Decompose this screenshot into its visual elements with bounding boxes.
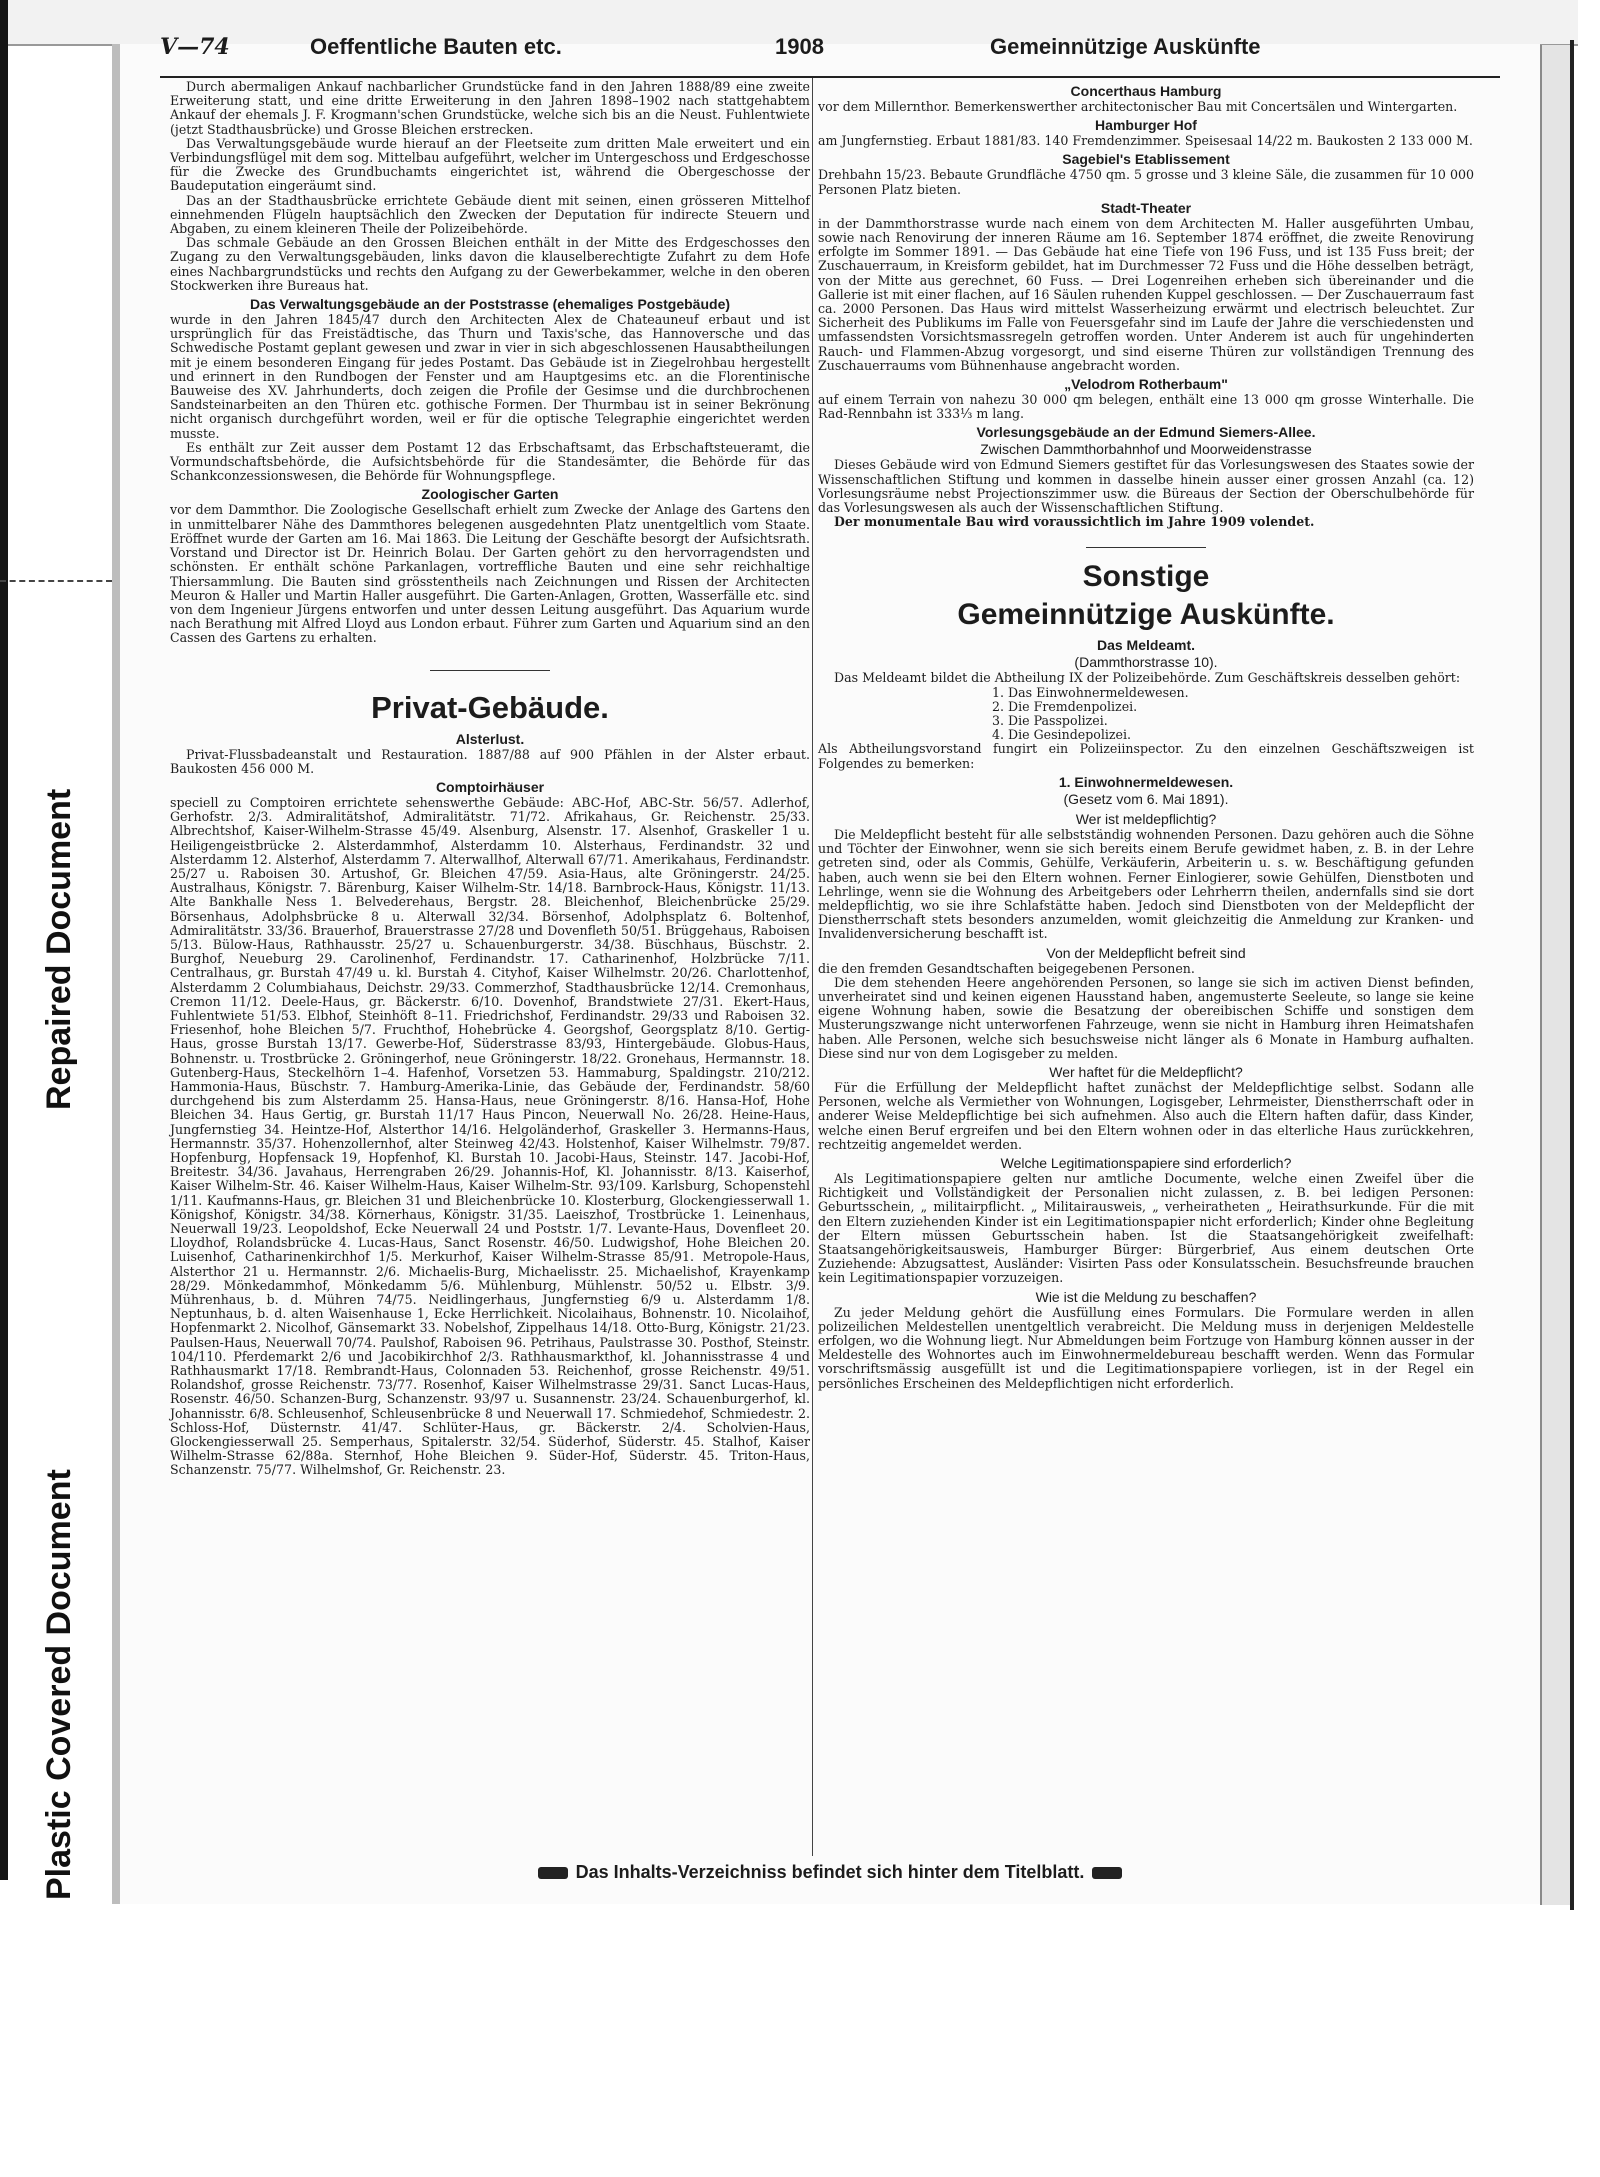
siemers-paragraph: Dieses Gebäude wird von Edmund Siemers gestiftet für das Vorlesungswesen des Staates sowie der Wissenschaftlichen Stiftung und kommen in dasselbe hinein ausser einer grossen Anzahl (ca. 12) Vorlesungsräume nebst Projectionszimmer usw. die Büreaus der Section der Oberschulbehörde für das Vorlesungswesen als auch der Wissenschaftlichen Stiftung. <box>818 457 1474 516</box>
header-year: 1908 <box>775 34 824 59</box>
law-reference: (Gesetz vom 6. Mai 1891). <box>1063 790 1229 807</box>
gemeinnuetzige-heading: Gemeinnützige Auskünfte. <box>957 598 1335 632</box>
post-paragraph: wurde in den Jahren 1845/47 durch den Architecten Alex de Chateauneuf erbaut und ist ursprünglich für das Freistädtische, das Thurn und Taxis'sche, das Hannoversche und das Schwedische Postamt geplant gewesen und zwar in vier in sich abgeschlossenen Hausabtheilungen mit je einem besonderen Eingang für jedes Postamt. Das Gebäude ist in Ziegelrohbau hergestellt und erinnert in den Rundbogen der Fenster und am Hauptgesims etc. an die Florentinische Bauweise des XV. Jahrhunderts, doch zeigen die Profile der Gesimse und die durchbrochenen Sandsteinarbeiten an den Thüren etc. gothische Formen. Der Thurmbau ist in seiner Bekrönung nicht organisch durchgeführt worden, weil er für die optische Telegraphie eingerichtet werden musste. <box>170 312 810 441</box>
post-paragraph: Es enthält zur Zeit ausser dem Postamt 12 das Erbschaftsamt, das Erbschaftsteueramt, die Vormundschaftsbehörde, die Aufsichtsbehörde für die Standesämter, die Behörde für das Schankconzessionswesen, die Behörde für Wohnungspflege. <box>170 439 810 484</box>
footer-text: Das Inhalts-Verzeichniss befindet sich hinter dem Titelblatt. <box>575 1862 1085 1882</box>
theater-paragraph: in der Dammthorstrasse wurde nach einem von dem Architecten M. Haller ausgeführten Umbau, sowie nach Renovirung der inneren Räume am 16. September 1874 eröffnet, die zweite Renovirung erfolgte im Sommer 1891. — Das Gebäude hat eine Tiefe von 196 Fuss, und ist 135 Fuss breit; der Zuschauerraum, in Kreisform gebildet, hat im Durchmesser 72 Fuss und die Höhe desselben beträgt, von der Mitte aus gerechnet, 60 Fuss. — Drei Logenreihen erheben sich übereinander und die Gallerie ist mit einer flachen, auf 16 Säulen ruhenden Kuppel geschlossen. — Der Zuschauerraum fast ca. 2000 Personen. Das Haus wird mittelst Wasserheizung erwärmt und electrisch beleuchtet. Zur Sicherheit des Publikums im Falle von Feuersgefahr sind im Laufe der Jahre die verschiedensten und umfassendsten Vorsichtsmassregeln getroffen worden. Unter Anderem ist auch für ungehinderten Rauch- und Flammen-Abzug vorgesorgt, und sind eiserne Thüren zur vollständigen Trennung des Zuschauerraums vom Bühnenhause angebracht worden. <box>818 215 1474 373</box>
scan-edge-left <box>0 0 8 1880</box>
list-item: 4. Die Gesindepolizei. <box>1008 728 1474 742</box>
meldeamt-list <box>818 686 1474 743</box>
section-heading-concerthaus: Concerthaus Hamburg <box>1070 83 1222 99</box>
section-rule <box>430 670 550 671</box>
left-column <box>170 80 810 1478</box>
privat-gebaeude-heading: Privat-Gebäude. <box>371 689 609 725</box>
dashed-cut-line <box>0 580 112 582</box>
section-heading-meldeamt: Das Meldeamt. <box>1096 637 1196 654</box>
question-heading: Wer haftet für die Meldepflicht? <box>1049 1063 1243 1080</box>
header-left-title: Oeffentliche Bauten etc. <box>310 34 562 59</box>
intro-paragraph: Das schmale Gebäude an den Grossen Bleichen enthält in der Mitte des Erdgeschosses den Zugang zu den Verwaltungsgebäuden, links davon die klauselberechtigte Zufahrt zu dem Hofe eines Nachbargrundstücks und rechts den Aufgang zu der Gewerbekammer, welche in den oberen Stockwerken ihre Bureaus hat. <box>170 235 810 293</box>
answer-paragraph: Die Meldepflicht besteht für alle selbstständig wohnenden Personen. Dazu gehören auch die Söhne und Töchter der Einwohner, wenn sie sich bereits einem Berufe gewidmet haben, z. B. in der Lehre getreten sind, oder als Commis, Gehülfe, Verkäuferin, Arbeiterin u. s. w. Beschäftigung gefunden haben, auch wenn sie bei den Eltern wohnen. Ferner Einlogierer, sowie Gehülfen, Dienstboten und Lehrlinge, wenn sie die Wohnung des Arbeitgebers oder Lehrherrn theilen, andernfalls sind sie dort meldepflichtig, wo sie ihre Schlafstätte haben. Jedoch sind Dienstboten von der Meldepflicht der Dienstherrschaft stets besonders anzumelden, womit gleichzeitig die Anmeldung zur Kranken- und Invalidenversicherung beschafft ist. <box>818 826 1474 942</box>
answer-paragraph: Zu jeder Meldung gehört die Ausfüllung eines Formulars. Die Formulare werden in allen polizeilichen Meldestellen unentgeltlich verabreicht. Die Meldung muss in derjenigen Meldestelle erfolgen, wo die Wohnung liegt. Nur Abmeldungen beim Fortzuge von Hamburg können ausser in der Meldestelle des Wohnortes auch im Einwohnermeldebureau beschafft werden. Wenn das Formular vorschriftsmässig ausgefüllt ist und die Legitimationspapiere vorliegen, ist in der Regel ein persönliches Erscheinen des Meldepflichtigen nicht erforderlich. <box>818 1304 1474 1391</box>
section-heading-alsterlust: Alsterlust. <box>455 730 525 747</box>
concert-paragraph: vor dem Millernthor. Bemerkenswerther architectonischer Bau mit Concertsälen und Wintergarten. <box>818 99 1458 114</box>
scan-edge-right <box>1540 45 1572 1905</box>
answer-paragraph: Als Legitimationspapiere gelten nur amtliche Documente, welche einen Zweifel über die Richtigkeit und Vollständigkeit der Personalien nicht zulassen, z. B. bei ledigen Personen: Geburtsschein, „ militairpflicht. „ Militairausweis, „ verheiratheten „ Heirathsurkunde. Für die mit den Eltern zuziehenden Kinder ist ein Legitimationspapier nicht erforderlich; Kinder ohne Begleitung der Eltern müssen Geburtsschein haben. Ist die Staatsangehörigkeit zweifelhaft: Staatsangehörigkeitsausweis, Hamburger Bürger: Bürgerbrief, Aus einem deutschen Orte Zuziehende: Abzugsattest, Ausländer: Visirten Pass oder Konsulatsschein. Besuchsfreunde brauchen kein Legitimationspapier vorzuzeigen. <box>818 1170 1474 1286</box>
section-heading-einwohnermeldewesen: 1. Einwohnermeldewesen. <box>1058 773 1234 790</box>
section-heading-hamburger-hof: Hamburger Hof <box>1095 117 1197 134</box>
meldeamt-address: (Dammthorstrasse 10). <box>1074 654 1218 671</box>
section-rule <box>1086 547 1206 548</box>
section-heading-siemers: Vorlesungsgebäude an der Edmund Siemers-Allee. <box>976 424 1316 441</box>
answer-paragraph: die den fremden Gesandtschaften beigegebenen Personen. <box>818 960 1195 976</box>
section-heading-velodrom: „Velodrom Rotherbaum" <box>1064 376 1228 393</box>
column-divider <box>812 78 813 1856</box>
section-heading-sagebiel: Sagebiel's Etablissement <box>1062 151 1230 168</box>
question-heading: Wer ist meldepflichtig? <box>1075 810 1217 827</box>
list-item: 2. Die Fremdenpolizei. <box>1008 700 1474 714</box>
answer-paragraph: Die dem stehenden Heere angehörenden Personen, so lange sie sich im activen Dienst befinden, unverheiratet sind und keinen eigenen Hausstand haben, angemusterte Seeleute, so lange sie keine eigene Wohnung haben, sowie die Besatzung der obereibischen Schiffe und sonstigen dem Musterungszwange nicht unterworfenen Fahrzeuge, wenn sie nicht in Hamburg ihren Heimatshafen haben. Alle Personen, welche sich besuchsweise nicht länger als 6 Monate in Hamburg aufhalten. Diese sind nur von dem Logisgeber zu melden. <box>818 974 1474 1061</box>
plastic-covered-label: Plastic Covered Document <box>40 1469 78 1900</box>
list-item: 1. Das Einwohnermeldewesen. <box>1008 686 1474 700</box>
binding-strip <box>112 44 120 1904</box>
header-right-title: Gemeinnützige Auskünfte <box>990 34 1261 59</box>
header-rule <box>160 76 1500 78</box>
siemers-note: Der monumentale Bau wird voraussichtlich im Jahre 1909 volendet. <box>834 514 1315 530</box>
sonstige-heading: Sonstige <box>1082 560 1210 594</box>
right-column <box>818 80 1474 1391</box>
answer-paragraph: Für die Erfüllung der Meldepflicht haftet zunächst der Meldepflichtige selbst. Sodann alle Personen, welche als Vermiether von Wohnungen, Logisgeber, Lehrmeister, Dienstherrschaft oder in anderer Weise Meldepflichtige bei sich aufnehmen. Also auch die Eltern haften dafür, dass Kinder, welche einen Beruf ergreifen und bei den Eltern wohnen oder in das elterliche Haus zurückkehren, rechtzeitig angemeldet werden. <box>818 1079 1474 1152</box>
question-heading: Wie ist die Meldung zu beschaffen? <box>1035 1288 1257 1305</box>
page-header <box>160 34 1500 74</box>
sagebiel-paragraph: Drehbahn 15/23. Bebaute Grundfläche 4750 qm. 5 grosse und 3 kleine Säle, die zusammen für 10 000 Personen Platz bieten. <box>818 167 1474 197</box>
question-heading: Welche Legitimationspapiere sind erforderlich? <box>1000 1154 1292 1171</box>
section-heading-poststrasse: Das Verwaltungsgebäude an der Poststrasse (ehemaliges Postgebäude) <box>249 296 731 313</box>
velodrom-paragraph: auf einem Terrain von nahezu 30 000 qm belegen, enthält eine 13 000 qm grosse Winterhalle. Die Rad-Rennbahn ist 333⅓ m lang. <box>818 392 1474 422</box>
footer-note <box>420 1862 1240 1883</box>
question-heading: Von der Meldepflicht befreit sind <box>1046 944 1246 961</box>
siemers-subheading: Zwischen Dammthorbahnhof und Moorweidenstrasse <box>980 441 1312 458</box>
meldeamt-paragraph: Das Meldeamt bildet die Abtheilung IX der Polizeibehörde. Zum Geschäftskreis desselben gehört: <box>834 670 1461 686</box>
comptoir-paragraph: speciell zu Comptoiren errichtete sehenswerthe Gebäude: ABC-Hof, ABC-Str. 56/57. Adlerhof, Gerhofstr. 2/3. Admiralitätshof, Admiralitätstr. 71/72. Afrikahaus, Gr. Reichenstr. 25/33. Albrechtshof, Kaiser-Wilhelm-Strasse 45/49. Alsenburg, Alsenstr. 17. Alsenhof, Graskeller 1 u. Heiligengeistbrücke 2. Alsterdammhof, Alsterdamm 10. Alsterhaus, Ferdinandstr. 32 und Alsterdamm 12. Alsterhof, Alsterdamm 7. Alterwallhof, Alterwall 67/71. Amerikahaus, Ferdinandstr. 25/27 u. Raboisen 30. Artushof, Gr. Bleichen 47/59. Asia-Haus, alte Gröningerstr. 24/25. Australhaus, Königstr. 7. Bärenburg, Kaiser Wilhelm-Str. 14/18. Barnbrock-Haus, Königstr. 11/13. Alte Bankhalle Ness 1. Belvederehaus, Bergstr. 28. Bleichenhof, Bleichenbrücke 25/29. Börsenhaus, Adolphsbrücke 8 u. Alterwall 32/34. Börsenhof, Adolphsplatz 6. Boltenhof, Admiralitätstr. 33/36. Brauerhof, Brauerstrasse 27/28 und Dovenfleth 50/51. Brüggehaus, Raboisen 5/13. Bülow-Haus, Rathhausstr. 25/27 u. Schauenburgerstr. 34/38. Büschhaus, Büschstr. 2. Burghof, Neueburg 29. Carolinenhof, Ferdinandstr. 17. Catharinenhof, Holzbrücke 7/11. Centralhaus, gr. Burstah 47/49 u. kl. Burstah 4. Cityhof, Kaiser Wilhelmstr. 20/26. Charlottenhof, Alsterdamm 2 Columbiahaus, Deichstr. 29/33. Commerzhof, Stadthausbrücke 12/14. Cremonhaus, Cremon 11/12. Deele-Haus, gr. Bäckerstr. 6/10. Dovenhof, Brandstwiete 27/31. Ekert-Haus, Fuhlentwiete 51/53. Elbhof, Steinhöft 8–11. Friedrichshof, Ferdinandstr. 29/33 und Raboisen 32. Friesenhof, hohe Bleichen 5/7. Fruchthof, Hohebrücke 4. Georgshof, Georgsplatz 8/10. Gertig-Haus, grosse Burstah 13/17. Gewerbe-Hof, Süderstrasse 83/93, Hintergebäude. Globus-Haus, Bohnenstr. u. Trostbrücke 2. Gröningerhof, neue Gröningerstr. 18/22. Gronehaus, Hermannstr. 18. Gutenberg-Haus, Steckelhörn 1–4. Hafenhof, Vorsetzen 53. Hammaburg, Spaldingstr. 210/212. Hammonia-Haus, Büschstr. 7. Hamburg-Amerika-Linie, das Gebäude der, Ferdinandstr. 58/60 durchgehend bis zum Alsterdamm 25. Hansa-Haus, neue Gröningerstr. 8/16. Hansa-Hof, Hohe Bleichen 34. Haus Gertig, gr. Burstah 11/17 Haus Pincon, Neuerwall No. 26/28. Heine-Haus, Jungfernstieg 34. Heintze-Hof, Alsterthor 14/16. Helgoländerhof, Graskeller 3. Hermanns-Haus, Hermannstr. 35/37. Hohenzollernhof, alter Steinweg 42/43. Holstenhof, Kaiser Wilhelmstr. 79/87. Hopfenburg, Hopfensack 19, Hopfenhof, Kl. Burstah 10. Jacobi-Haus, Steinstr. 147. Jacobi-Hof, Breitestr. 34/36. Javahaus, Herrengraben 26/29. Johannis-Hof, Kl. Johannisstr. 8/13. Kaiserhof, Kaiser Wilhelm-Str. 46. Kaiser Wilhelm-Haus, Kaiser Wilhelm-Str. 93/109. Karlsburg, Schopenstehl 1/11. Kaufmanns-Haus, gr. Bleichen 31 und Bleichenbrücke 10. Klosterburg, Glockengiesserwall 1. Königshof, Königstr. 34/38. Körnerhaus, Königstr. 31/35. Laeiszhof, Trostbrücke 1. Leinenhaus, Neuerwall 19/23. Leopoldshof, Ecke Neuerwall 24 und Poststr. 1/7. Levante-Haus, Dovenfleet 20. Lloydhof, Rolandsbrücke 4. Lucas-Haus, Sanct Rosenstr. 46/50. Ludwigshof, Hohe Bleichen 20. Luisenhof, Catharinenkirchhof 1/5. Merkurhof, Kaiser Wilhelm-Strasse 85/91. Metropole-Haus, Alsterthor 21 u. Hermannstr. 2/6. Michaelis-Burg, Michaelisstr. 25. Michaelishof, Krayenkamp 28/29. Mönkedammhof, Mönkedamm 5/6. Mühlenburg, Mühlenstr. 50/52 u. Elbstr. 3/9. Mührenhaus, b. d. Mühren 74/75. Neidlingerhaus, Jungfernstieg 6/9 u. Alsterdamm 1/8. Neptunhaus, b. d. alten Waisenhause 1, Ecke Herrlichkeit. Nicolaihaus, Bohnenstr. 10. Nicolaihof, Hopfenmarkt 2. Nicolhof, Gänsemarkt 33. Nobelshof, Zippelhaus 14/18. Otto-Burg, Königstr. 21/23. Paulsen-Haus, Neuerwall 70/74. Paulshof, Raboisen 96. Petrihaus, Paulstrasse 30. Posthof, Steinstr. 104/110. Pferdemarkt 2/6 und Jacobikirchhof 2/3. Rathhausmarkthof, kl. Johannisstrasse 4 und Rathhausmarkt 17/18. Rembrandt-Haus, Colonnaden 53. Reichenhof, grosse Reichenstr. 49/51. Rolandshof, grosse Reichenstr. 73/77. Rosenhof, Kaiser Wilhelmstrasse 29/31. Sanct Lucas-Haus, Rosenstr. 46/50. Schanzen-Burg, Schanzenstr. 93/97 u. Susannenstr. 23/24. Schauenburgerhof, kl. Johannisstr. 6/8. Schleusenhof, Schleusenbrücke 8 und Neuerwall 17. Schmiedehof, Schmiedestr. 2. Schloss-Hof, Düsternstr. 41/47. Schlüter-Haus, gr. Bäckerstr. 2/4. Scholvien-Haus, Glockengiesserwall 25. Semperhaus, Spitalerstr. 32/54. Süderhof, Süderstr. 45. Stalhof, Kaiser Wilhelm-Strasse 62/88a. Sternhof, Hohe Bleichen 9. Süder-Hof, Süderstr. 45. Triton-Haus, Schanzenstr. 75/77. Wilhelmshof, Gr. Reichenstr. 23. <box>170 794 810 1478</box>
zoo-paragraph: vor dem Dammthor. Die Zoologische Gesellschaft erhielt zum Zwecke der Anlage des Gartens den in unmittelbarer Nähe des Dammthores belegenen ausgedehnten Platz unentgeltlich vom Staate. Eröffnet wurde der Garten am 16. Mai 1863. Die Leitung der Geschäfte besorgt der Aufsichtsrath. Vorstand und Director ist Dr. Heinrich Bolau. Der Garten gehört zu den hervorragendsten und schönsten. Er enthält schöne Parkanlagen, vortreffliche Bauten und eine sehr reichhaltige Thiersammlung. Die Bauten sind grösstentheils nach Zeichnungen und Rissen der Architecten Meuron & Haller und Martin Haller ausgeführt. Die Garten-Anlagen, Grotten, Wasserfälle etc. sind von dem Ingenieur Jürgens entworfen und unter dessen Leitung ausgeführt. Das Aquarium wurde nach Berathung mit Alfred Lloyd aus London erbaut. Führer zum Garten und Aquarium sind an den Cassen des Gartens zu erhalten. <box>170 502 810 646</box>
section-heading-stadt-theater: Stadt-Theater <box>1100 199 1192 216</box>
pointing-hand-icon <box>538 1867 568 1879</box>
pointing-hand-icon <box>1092 1867 1122 1879</box>
section-heading-comptoir: Comptoirhäuser <box>435 778 545 795</box>
meldeamt-paragraph-2: Als Abtheilungsvorstand fungirt ein Polizeiinspector. Zu den einzelnen Geschäftszweigen ist Folgendes zu bemerken: <box>818 741 1474 771</box>
repaired-document-label: Repaired Document <box>40 788 78 1110</box>
intro-paragraph: Durch abermaligen Ankauf nachbarlicher Grundstücke fand in den Jahren 1888/89 eine zweite Erweiterung statt, und eine dritte Erweiterung in den Jahren 1898–1902 nach stattgehabtem Ankauf der ehemals J. F. Krogmann'schen Grundstücke, welche sich bis an die Neust. Fuhlentwiete (jetzt Stadthausbrücke) und Grosse Bleichen erstrecken. <box>170 79 810 137</box>
intro-paragraph: Das an der Stadthausbrücke errichtete Gebäude dient mit seinen, einen grösseren Mittelhof einnehmenden Flügeln hauptsächlich den Zwecken der Deputation für indirecte Steuern und Abgaben, zu einem kleineren Theile der Polizeibehörde. <box>170 192 810 237</box>
alster-paragraph: Privat-Flussbadeanstalt und Restauration. 1887/88 auf 900 Pfählen in der Alster erbaut. Baukosten 456 000 M. <box>170 746 810 776</box>
scan-edge-right-dark <box>1570 40 1574 1910</box>
page-number: V—74 <box>160 34 230 60</box>
intro-paragraph: Das Verwaltungsgebäude wurde hierauf an der Fleetseite zum dritten Male erweitert und ein Verbindungsflügel mit dem sog. Mittelbau aufgeführt, welcher im Untergeschoss und Erdgeschosse für die Zwecke des Grundbuchamts eingerichtet ist, während die Obergeschosse der Baudeputation eingeräumt sind. <box>170 135 810 194</box>
section-heading-zoo: Zoologischer Garten <box>421 486 559 503</box>
hhof-paragraph: am Jungfernstieg. Erbaut 1881/83. 140 Fremdenzimmer. Speisesaal 14/22 m. Baukosten 2 133 000 M. <box>818 133 1473 149</box>
list-item: 3. Die Passpolizei. <box>1008 714 1474 728</box>
